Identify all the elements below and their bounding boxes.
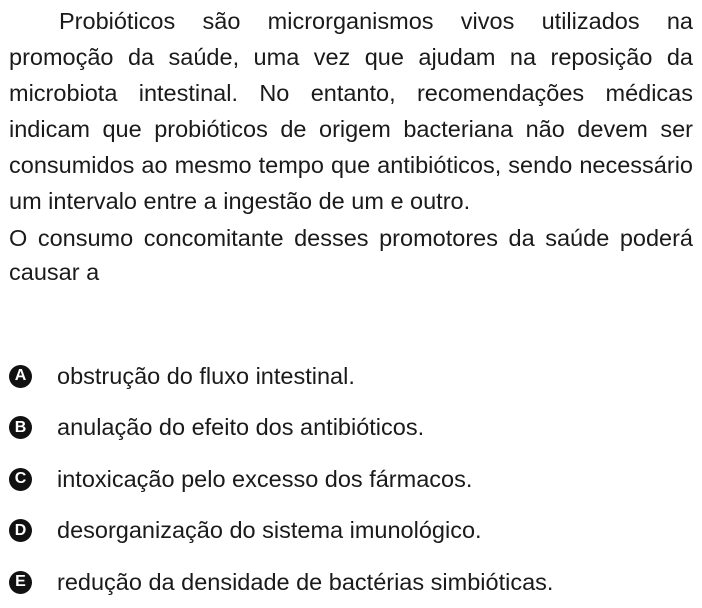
option-b[interactable] [9,402,693,454]
question-stem: Probióticos são microrganismos vivos utilizados na promoção da saúde, uma vez que ajudam na reposição da microbiota intestinal. No entanto, recomendações médicas indicam que probióticos de origem bacteriana não devem ser consumidos ao mesmo tempo que antibióticos, sendo necessário um intervalo entre a ingestão de um e outro. [9,8,693,214]
option-letter-badge: E [9,571,32,594]
option-e[interactable] [9,556,693,608]
question-command: O consumo concomitante desses promotores da saúde poderá causar a [9,225,693,285]
option-text: obstrução do fluxo intestinal. [57,362,355,389]
option-d[interactable] [9,505,693,557]
answer-options [9,350,693,608]
question-block [9,0,693,289]
option-letter-badge: D [9,519,32,542]
option-letter-badge: C [9,468,32,491]
option-a[interactable] [9,350,693,402]
option-text: anulação do efeito dos antibióticos. [57,414,425,441]
option-text: intoxicação pelo excesso dos fármacos. [57,465,473,492]
option-c[interactable] [9,453,693,505]
option-text: redução da densidade de bactérias simbióticas. [57,568,554,595]
option-letter-badge: B [9,416,32,439]
option-letter-badge: A [9,365,32,388]
option-text: desorganização do sistema imunológico. [57,517,482,544]
